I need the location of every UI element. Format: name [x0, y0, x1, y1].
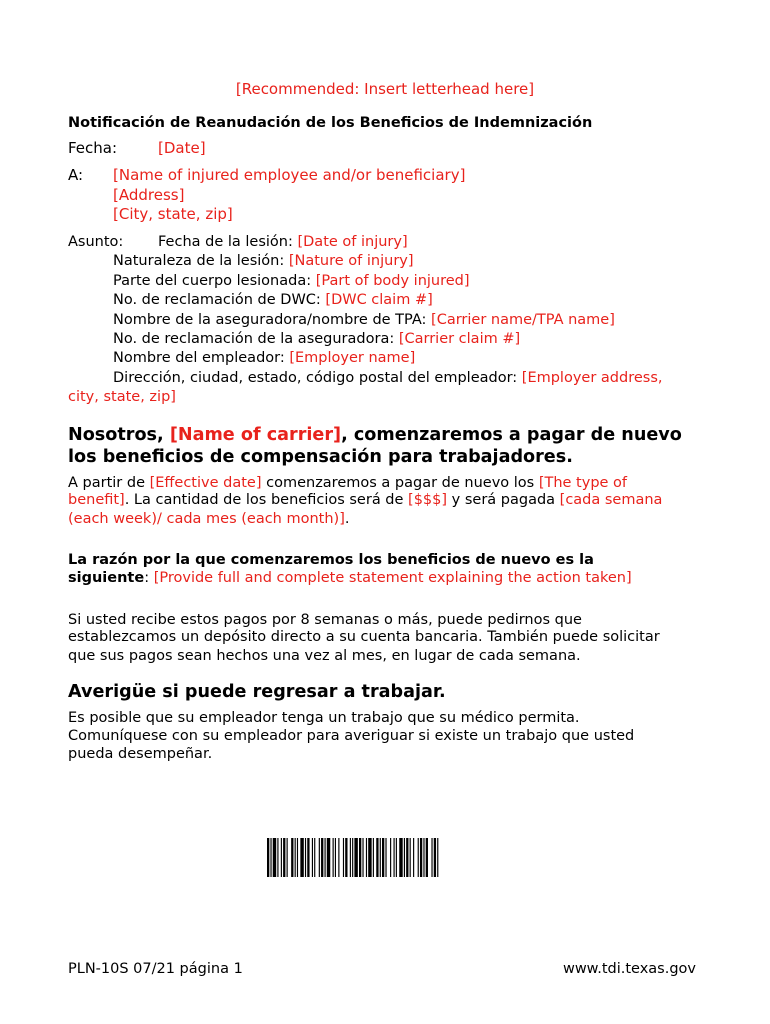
barcode-bar [362, 838, 363, 877]
work-paragraph-line-3: pueda desempeñar. [68, 746, 213, 762]
letterhead-placeholder: [Recommended: Insert letterhead here] [235, 80, 535, 98]
barcode-bar [359, 838, 361, 877]
footer-form-id: PLN-10S 07/21 página 1 [68, 961, 243, 977]
to-line-city: [City, state, zip] [113, 205, 233, 223]
deposit-paragraph-line-1: Si usted recibe estos pagos por 8 semanas o más, puede pedirnos que [68, 612, 582, 628]
barcode-bar [321, 838, 323, 877]
barcode-bar [312, 838, 313, 877]
benefit-type-placeholder: [The type of [538, 475, 628, 491]
barcode-bar [380, 838, 381, 877]
frequency-placeholder-cont: (each week)/ cada mes (each month)] [68, 511, 345, 527]
barcode-icon [267, 838, 503, 877]
barcode-bar [410, 838, 411, 877]
subject-row-value: [Date of injury] [297, 234, 408, 250]
barcode-bar [297, 838, 298, 877]
barcode-bar [281, 838, 282, 877]
reason-line-2 [68, 569, 632, 589]
subject-row-value: [Carrier claim #] [398, 331, 521, 347]
barcode-bar [437, 838, 438, 877]
barcode-bar [319, 838, 320, 877]
footer-website: www.tdi.texas.gov [562, 961, 696, 977]
deposit-paragraph-line-2: establezcamos un depósito directo a su cuenta bancaria. También puede solicitar [68, 629, 660, 645]
barcode-bar [390, 838, 391, 877]
barcode-bar [373, 838, 374, 877]
subject-row-employer-name [113, 349, 415, 369]
resume-heading-prefix: Nosotros, [68, 425, 170, 445]
resume-text: comenzaremos a pagar de nuevo los [261, 475, 539, 491]
barcode-bar [396, 838, 397, 877]
subject-row-nature [113, 252, 414, 272]
work-paragraph-line-2: Comuníquese con su empleador para averiguar si existe un trabajo que usted [68, 728, 635, 744]
amount-placeholder: [$$$] [408, 492, 448, 508]
subject-row-carrier-name [113, 311, 615, 331]
subject-row-carrier-claim [113, 330, 520, 350]
barcode-bar [287, 838, 288, 877]
barcode-bar [333, 838, 334, 877]
resume-heading-suffix: , comenzaremos a pagar de nuevo [341, 425, 682, 445]
subject-row-date-of-injury [158, 233, 408, 253]
subject-row-label: No. de reclamación de DWC: [113, 292, 326, 308]
barcode-bar [431, 838, 432, 877]
subject-row-label: Fecha de la lesión: [158, 234, 298, 250]
to-label: A: [68, 166, 84, 184]
to-line-name: [Name of injured employee and/or beneficiary] [113, 166, 466, 184]
barcode-bar [314, 838, 315, 877]
barcode-bar [345, 838, 347, 877]
barcode-bar [366, 838, 367, 877]
carrier-name-placeholder: [Name of carrier] [169, 425, 342, 445]
subject-row-value: [Employer name] [289, 350, 416, 366]
barcode-bar [338, 838, 339, 877]
barcode-bar [399, 838, 402, 877]
date-label: Fecha: [68, 139, 118, 157]
resume-paragraph-line-2 [68, 491, 662, 511]
benefit-type-placeholder-cont: benefit] [68, 492, 125, 508]
barcode-bar [283, 838, 285, 877]
deposit-paragraph-line-3: que sus pagos sean hechos una vez al mes, en lugar de cada semana. [68, 648, 581, 664]
reason-colon: : [144, 570, 154, 586]
barcode-bar [382, 838, 384, 877]
date-value: [Date] [158, 139, 206, 157]
resume-text: y será pagada [447, 492, 560, 508]
subject-row-label: Nombre del empleador: [113, 350, 290, 366]
reason-statement-placeholder: [Provide full and complete statement explaining the action taken] [153, 570, 632, 586]
barcode-bar [394, 838, 395, 877]
subject-row-body-part [113, 272, 470, 292]
barcode-bar [376, 838, 378, 877]
resume-heading [68, 424, 682, 446]
subject-label: Asunto: [68, 234, 124, 250]
barcode-bar [270, 838, 271, 877]
subject-row-label: Naturaleza de la lesión: [113, 253, 289, 269]
subject-row-value: [Carrier name/TPA name] [431, 312, 615, 328]
work-paragraph-line-1: Es posible que su empleador tenga un trabajo que su médico permita. [68, 710, 580, 726]
reason-heading-cont: siguiente [68, 570, 145, 586]
barcode-bar [350, 838, 351, 877]
to-line-address: [Address] [113, 186, 185, 204]
document-title: Notificación de Reanudación de los Beneficios de Indemnización [68, 115, 593, 131]
frequency-placeholder: [cada semana [559, 492, 663, 508]
barcode-bar [426, 838, 428, 877]
barcode-bar [385, 838, 386, 877]
barcode-bar [305, 838, 306, 877]
barcode-bar [420, 838, 422, 877]
barcode-bar [327, 838, 330, 877]
effective-date-placeholder: [Effective date] [149, 475, 262, 491]
barcode-bar [325, 838, 326, 877]
barcode-bar [423, 838, 424, 877]
barcode-bar [404, 838, 405, 877]
subject-row-label: Parte del cuerpo lesionada: [113, 273, 316, 289]
barcode-bar [406, 838, 408, 877]
reason-heading: La razón por la que comenzaremos los beneficios de nuevo es la [68, 552, 594, 568]
subject-row-employer-address [113, 369, 662, 389]
return-to-work-heading: Averigüe si puede regresar a trabajar. [68, 682, 446, 702]
resume-paragraph-line-3 [68, 510, 349, 530]
subject-row-label: Nombre de la aseguradora/nombre de TPA: [113, 312, 432, 328]
barcode-bar [335, 838, 336, 877]
barcode-bar [413, 838, 414, 877]
barcode-bar [267, 838, 269, 877]
subject-row-value: [Nature of injury] [288, 253, 414, 269]
barcode-bar [354, 838, 357, 877]
resume-text: . [344, 511, 350, 527]
resume-heading-line-2: los beneficios de compensación para trabajadores. [68, 447, 573, 467]
subject-row-value: [DWC claim #] [325, 292, 433, 308]
barcode-bar [307, 838, 309, 877]
barcode-bar [352, 838, 353, 877]
barcode-bar [418, 838, 419, 877]
subject-row-dwc-claim [113, 291, 433, 311]
subject-row-label: Dirección, ciudad, estado, código postal del empleador: [113, 370, 522, 386]
barcode-bar [300, 838, 303, 877]
subject-row-label: No. de reclamación de la aseguradora: [113, 331, 399, 347]
barcode-bar [368, 838, 371, 877]
barcode-bar [273, 838, 276, 877]
barcode-bar [295, 838, 296, 877]
resume-text: A partir de [68, 475, 150, 491]
resume-text: . La cantidad de los beneficios será de [124, 492, 409, 508]
subject-row-employer-address-continued: city, state, zip] [68, 389, 176, 405]
subject-row-value: [Part of body injured] [315, 273, 470, 289]
barcode-bar [434, 838, 436, 877]
barcode-bar [277, 838, 278, 877]
barcode-bar [291, 838, 293, 877]
subject-row-value: [Employer address, [521, 370, 663, 386]
barcode-bar [343, 838, 344, 877]
